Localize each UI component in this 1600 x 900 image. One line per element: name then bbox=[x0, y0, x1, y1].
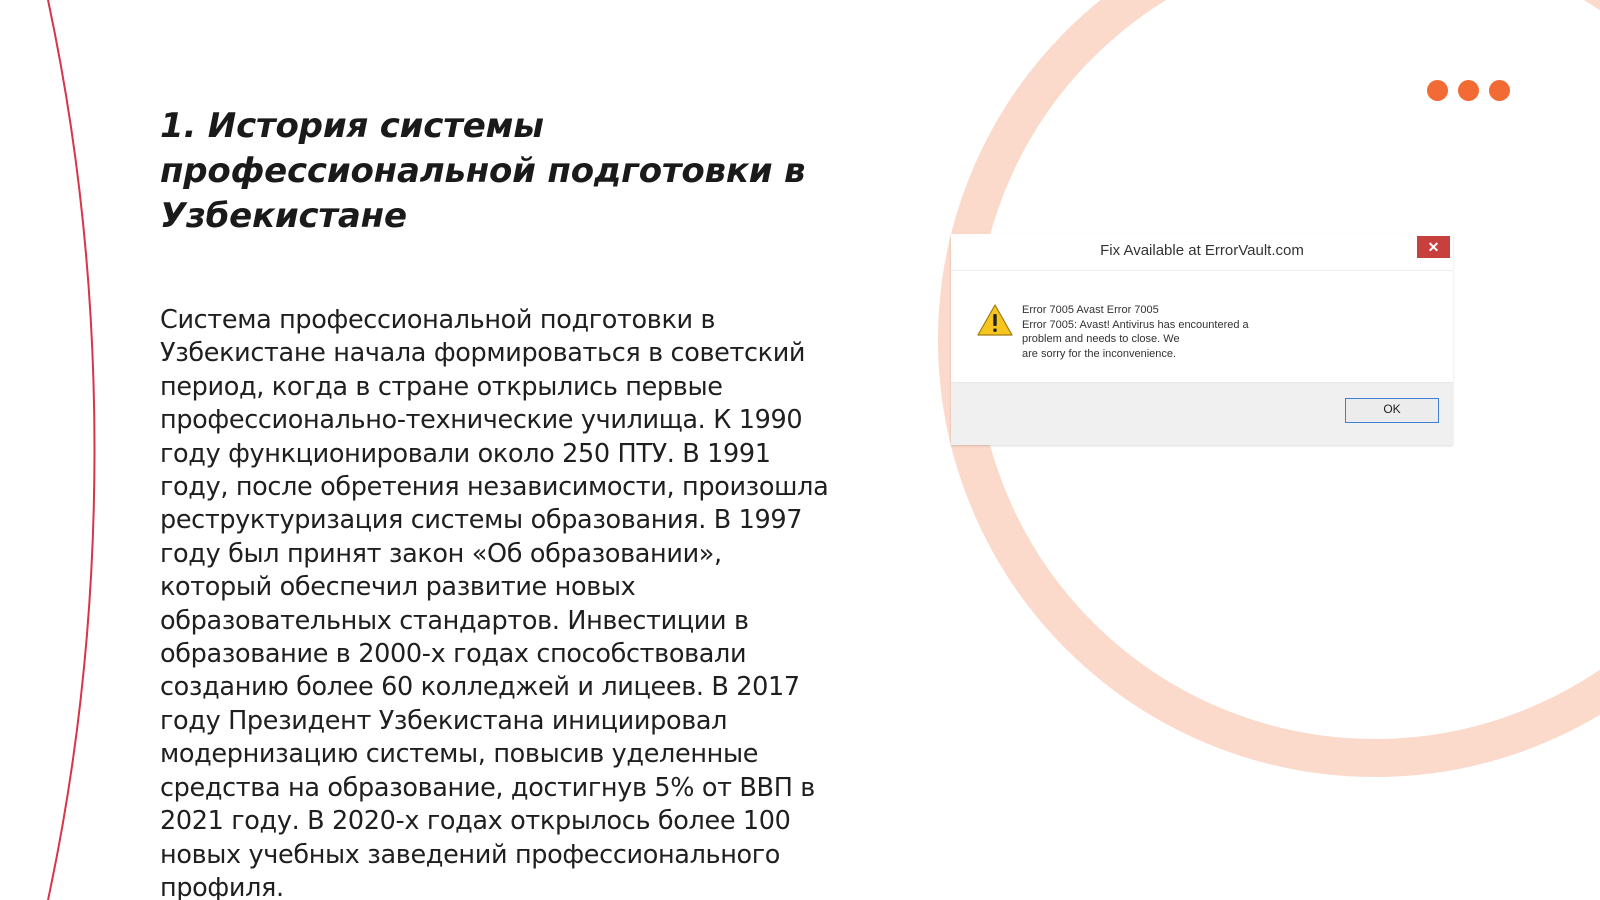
message-line: problem and needs to close. We bbox=[1022, 333, 1180, 345]
decorative-dots bbox=[1427, 80, 1510, 101]
message-line: Error 7005 Avast Error 7005 bbox=[1022, 304, 1159, 316]
ok-button[interactable]: OK bbox=[1345, 398, 1439, 423]
left-curve bbox=[48, 0, 95, 900]
message-line: are sorry for the inconvenience. bbox=[1022, 347, 1177, 360]
dialog-titlebar bbox=[951, 234, 1453, 271]
dot bbox=[1458, 80, 1479, 101]
slide-title: 1. История системы профессиональной подготовки в Узбекистане bbox=[160, 106, 806, 236]
message-line: Error 7005: Avast! Antivirus has encountered a bbox=[1022, 318, 1249, 331]
dialog-message bbox=[1022, 303, 1312, 361]
dot bbox=[1427, 80, 1448, 101]
dialog-footer bbox=[951, 382, 1453, 445]
error-dialog bbox=[951, 234, 1453, 445]
close-button[interactable]: ✕ bbox=[1417, 236, 1450, 258]
dialog-title: Fix Available at ErrorVault.com bbox=[1100, 242, 1304, 259]
slide-body-text: Система профессиональной подготовки в Узбекистане начала формироваться в советский период, когда в стране открылись первые профессионально-технические училища. К 1990 году функционировали около 250 ПТУ. В 1991 году, после обретения независимости, произошла реструктуризация системы образования. В 1997 году был принят закон «Об образовании», который обеспечил развитие новых образовательных стандартов. Инвестиции в образование в 2000-х годах способствовали созданию более 60 колледжей и лицеев. В 2017 году Президент Узбекистана инициировал модернизацию системы, повысив уделенные средства на образование, достигнув 5% от ВВП в 2021 году. В 2020-х годах открылось более 100 новых учебных заведений профессионального профиля. bbox=[160, 305, 829, 900]
dot bbox=[1489, 80, 1510, 101]
warning-icon bbox=[977, 304, 1013, 336]
